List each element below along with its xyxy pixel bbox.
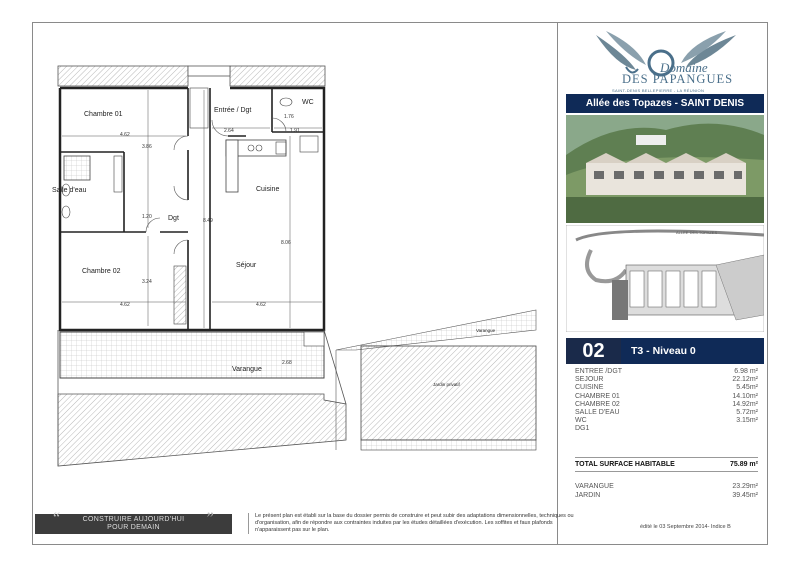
- surfaces-table: [575, 368, 758, 434]
- dim-label: 2.68: [282, 360, 292, 366]
- surface-row: CHAMBRE 01 14.10m²: [575, 392, 758, 400]
- garden-hatch: [58, 394, 346, 466]
- site-plan: [566, 225, 764, 332]
- lot-header: [566, 338, 764, 364]
- address-text: Allée des Topazes - SAINT DENIS: [585, 98, 745, 109]
- dimension-lines: [62, 90, 322, 328]
- room-label-dgt: Dgt: [168, 215, 179, 222]
- surface-row: ENTREE /DGT 6.98 m²: [575, 368, 758, 375]
- total-surface: [575, 457, 758, 472]
- slogan-banner: [35, 510, 232, 534]
- lot-type: T3 - Niveau 0: [621, 338, 764, 364]
- dim-label: 8.06: [281, 240, 291, 246]
- exterior-row: JARDIN 39.45m²: [575, 492, 758, 499]
- shower: [64, 156, 90, 180]
- planter-top-right: [230, 66, 325, 86]
- varangue-area: [60, 332, 324, 378]
- surface-row: DG1: [575, 425, 590, 433]
- toilet-icon: [280, 98, 292, 106]
- logo-line3: SAINT-DENIS BELLEPIERRE - LA RÉUNION: [612, 88, 705, 93]
- dim-label: 1.76: [284, 114, 294, 120]
- jardin-plan: [336, 310, 536, 450]
- room-label-chambre01: Chambre 01: [84, 111, 123, 118]
- exterior-table: [575, 482, 758, 500]
- surface-row: SEJOUR 22.12m²: [575, 376, 758, 384]
- room-label-entree: Entrée / Dgt: [214, 107, 252, 114]
- dim-label: 4.62: [120, 132, 130, 138]
- close-quote-icon: ”: [206, 510, 214, 527]
- room-label-varangue-small: Varangue: [476, 328, 496, 333]
- closet: [174, 266, 186, 324]
- total-value: 75.89 m²: [729, 461, 758, 468]
- dim-label: 3.24: [142, 279, 152, 285]
- outer-walls: [60, 88, 324, 330]
- floor-plan: [36, 40, 551, 470]
- kitchen-island: [226, 140, 238, 192]
- surface-row: CUISINE 5.45m²: [575, 384, 758, 392]
- lot-number: 02: [566, 338, 621, 364]
- interior-walls: [60, 88, 324, 330]
- room-label-wc: WC: [302, 99, 314, 106]
- disclaimer: Le présent plan est établi sur la base du dossier permis de construire et peut subir des adaptations dimensionnelles, techniques ou d'organisation, afin de répondre aux contraintes induites par les études détaillées d'exécution. Les soffites et faux plafonds n'apparaissent pas sur le plan.: [248, 513, 575, 534]
- dim-label: 4.62: [256, 302, 266, 308]
- surface-row: SALLE D'EAU 5.72m²: [575, 408, 758, 416]
- building-photo: [566, 115, 764, 223]
- room-label-chambre02: Chambre 02: [82, 268, 121, 275]
- logo-line2: DES PAPANGUES: [622, 72, 734, 86]
- dim-label: 8.49: [203, 218, 213, 224]
- surface-row: CHAMBRE 02 14.92m²: [575, 400, 758, 408]
- exterior-row: VARANGUE 23.29m²: [575, 483, 758, 490]
- room-label-jardin: Jardin privatif: [433, 382, 460, 387]
- panel-separator: [557, 22, 558, 545]
- open-quote-icon: “: [53, 510, 61, 527]
- lot-highlight: [612, 280, 628, 320]
- surface-row: WC 3.15m²: [575, 417, 758, 425]
- slogan-line1: CONSTRUIRE AUJOURD'HUI: [82, 516, 185, 523]
- dim-label: 4.62: [120, 302, 130, 308]
- dim-label: 3.86: [142, 144, 152, 150]
- total-label: TOTAL SURFACE HABITABLE: [575, 461, 675, 468]
- dim-label: 1.20: [142, 214, 152, 220]
- room-label-sejour: Séjour: [236, 262, 257, 269]
- dim-label: 1.91: [290, 128, 300, 134]
- room-label-cuisine: Cuisine: [256, 186, 280, 193]
- planter-top-left: [58, 66, 188, 86]
- logo-line1: Domaine: [660, 60, 708, 75]
- dim-label: 2.64: [224, 128, 234, 134]
- address-bar: [566, 94, 764, 113]
- slogan-line2: POUR DEMAIN: [107, 524, 160, 531]
- room-label-varangue: Varangue: [232, 366, 262, 373]
- site-road-label: ALLEE DES TOPAZES: [676, 230, 718, 235]
- edition-date: édité le 03 Septembre 2014- Indice B: [640, 524, 731, 530]
- room-label-salle-deau: Salle d'eau: [52, 187, 87, 194]
